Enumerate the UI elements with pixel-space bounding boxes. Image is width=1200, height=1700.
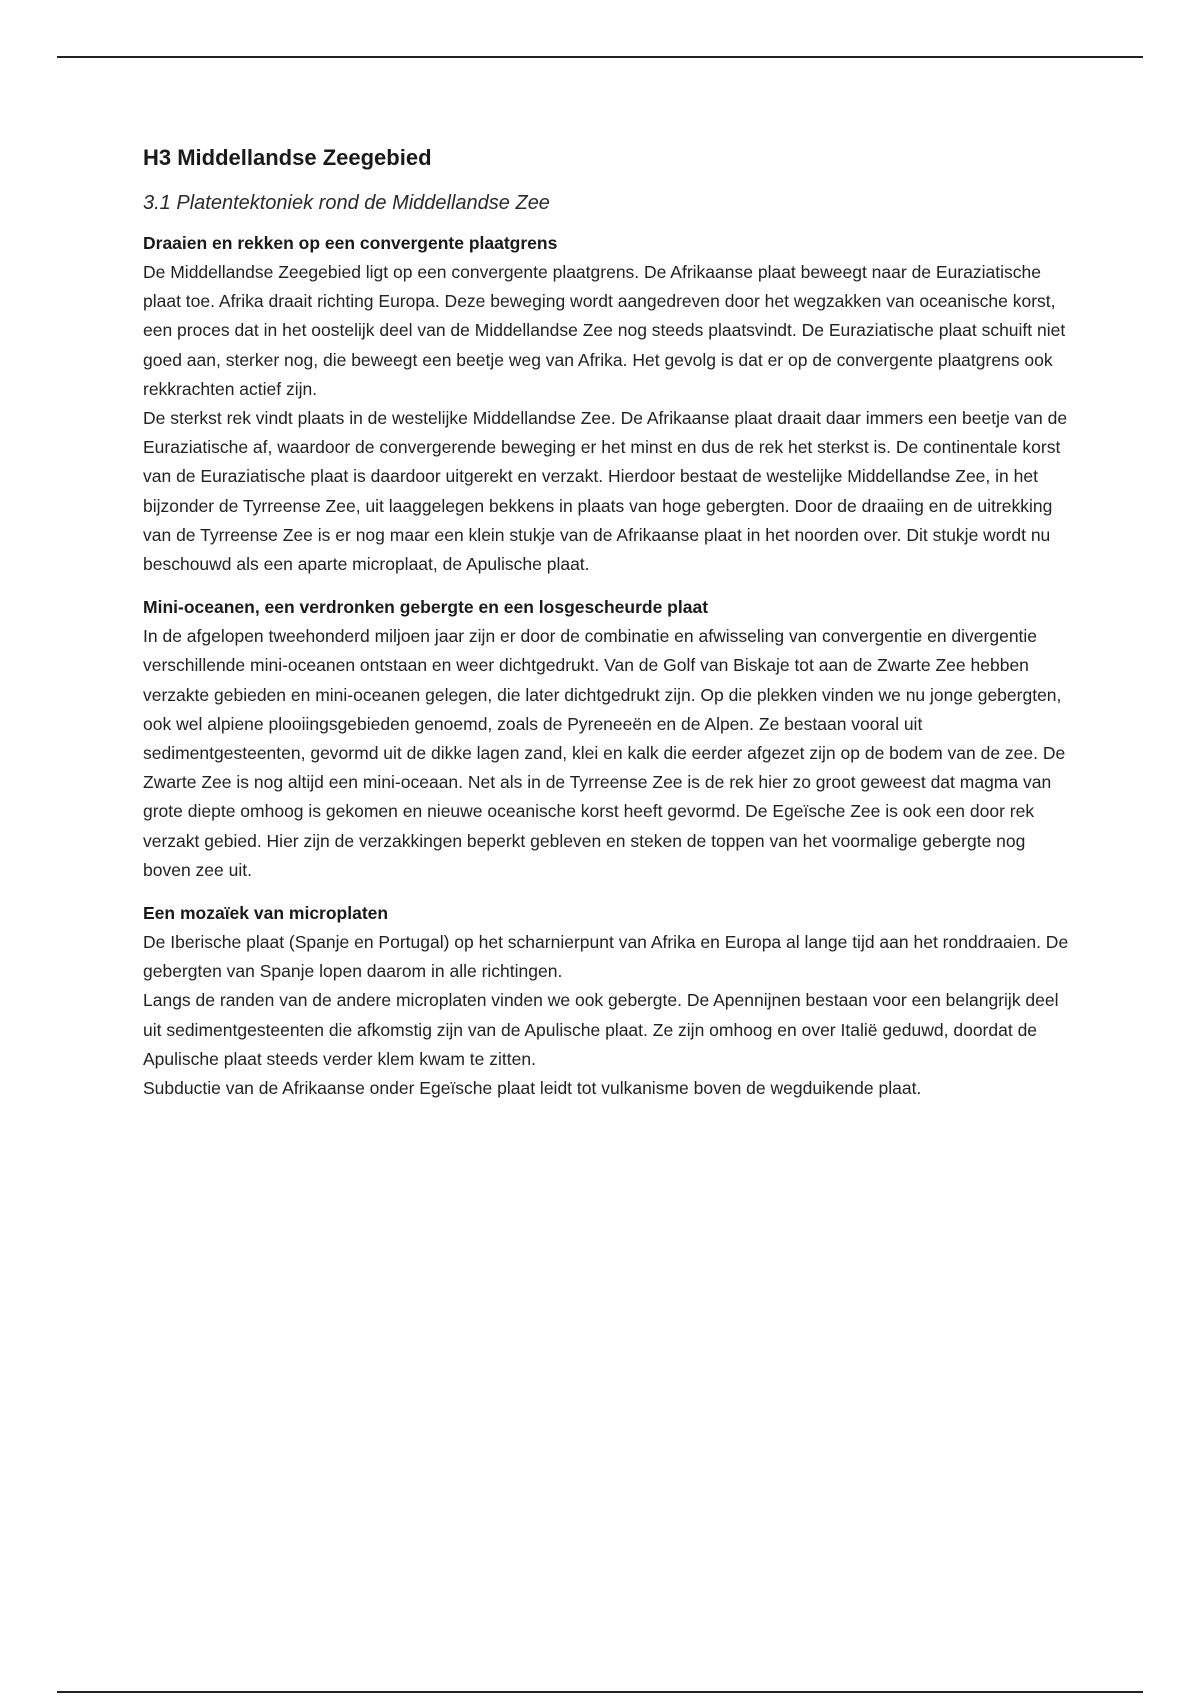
paragraph: In de afgelopen tweehonderd miljoen jaar zijn er door de combinatie en afwisseling van convergentie en divergentie verschillende mini-oceanen ontstaan en weer dichtgedrukt. Van de Golf van Biskaje tot aan de Zwarte Zee hebben verzakte gebieden en mini-oceanen gelegen, die later dichtgedrukt zijn. Op die plekken vinden we nu jonge gebergten, ook wel alpiene plooiingsgebieden genoemd, zoals de Pyreneeën en de Alpen. Ze bestaan vooral uit sedimentgesteenten, gevormd uit de dikke lagen zand, klei en kalk die eerder afgezet zijn op de bodem van de zee. De Zwarte Zee is nog altijd een mini-oceaan. Net als in de Tyrreense Zee is de rek hier zo groot geweest dat magma van grote diepte omhoog is gekomen en nieuwe oceanische korst heeft gevormd. De Egeïsche Zee is ook een door rek verzakt gebied. Hier zijn de verzakkingen beperkt gebleven en steken de toppen van het voormalige gebergte nog boven zee uit. xyxy=(143,626,1066,880)
paragraph: Subductie van de Afrikaanse onder Egeïsche plaat leidt tot vulkanisme boven de wegduikende plaat. xyxy=(143,1078,922,1099)
subheading: Mini-oceanen, een verdronken gebergte en een losgescheurde plaat xyxy=(143,597,709,618)
paragraph: De Middellandse Zeegebied ligt op een convergente plaatgrens. De Afrikaanse plaat beweegt naar de Euraziatische plaat toe. Afrika draait richting Europa. Deze beweging wordt aangedreven door het wegzakken van oceanische korst, een proces dat in het oostelijk deel van de Middellandse Zee nog steeds plaatsvindt. De Euraziatische plaat schuift niet goed aan, sterker nog, die beweegt een beetje weg van Afrika. Het gevolg is dat er op de convergente plaatgrens ook rekkrachten actief zijn. xyxy=(143,262,1066,399)
paragraph: De Iberische plaat (Spanje en Portugal) op het scharnierpunt van Afrika en Europa al lange tijd aan het ronddraaien. De gebergten van Spanje lopen daarom in alle richtingen. xyxy=(143,932,1069,982)
header-rule xyxy=(57,56,1143,58)
footer-rule xyxy=(57,1691,1143,1693)
subheading: Een mozaïek van microplaten xyxy=(143,903,389,924)
section-title: 3.1 Platentektoniek rond de Middellandse Zee xyxy=(143,192,550,214)
paragraph: De sterkst rek vindt plaats in de westelijke Middellandse Zee. De Afrikaanse plaat draait daar immers een beetje van de Euraziatische af, waardoor de convergerende beweging er het minst en dus de rek het sterkst is. De continentale korst van de Euraziatische plaat is daardoor uitgerekt en verzakt. Hierdoor bestaat de westelijke Middellandse Zee, in het bijzonder de Tyrreense Zee, uit laaggelegen bekkens in plaats van hoge gebergten. Door de draaiing en de uitrekking van de Tyrreense Zee is er nog maar een klein stukje van de Afrikaanse plaat in het noorden over. Dit stukje wordt nu beschouwd als een aparte microplaat, de Apulische plaat. xyxy=(143,408,1068,575)
section-block-microplaten xyxy=(143,899,1073,1103)
subheading: Draaien en rekken op een convergente plaatgrens xyxy=(143,233,558,253)
section-block-draaien xyxy=(143,229,1073,579)
section-block-mini-oceanen xyxy=(143,593,1073,885)
paragraph: Langs de randen van de andere microplaten vinden we ook gebergte. De Apennijnen bestaan voor een belangrijk deel uit sedimentgesteenten die afkomstig zijn van de Apulische plaat. Ze zijn omhoog en over Italië geduwd, doordat de Apulische plaat steeds verder klem kwam te zitten. xyxy=(143,990,1059,1069)
chapter-title: H3 Middellandse Zeegebied xyxy=(143,145,432,170)
document-body xyxy=(143,143,1073,1117)
